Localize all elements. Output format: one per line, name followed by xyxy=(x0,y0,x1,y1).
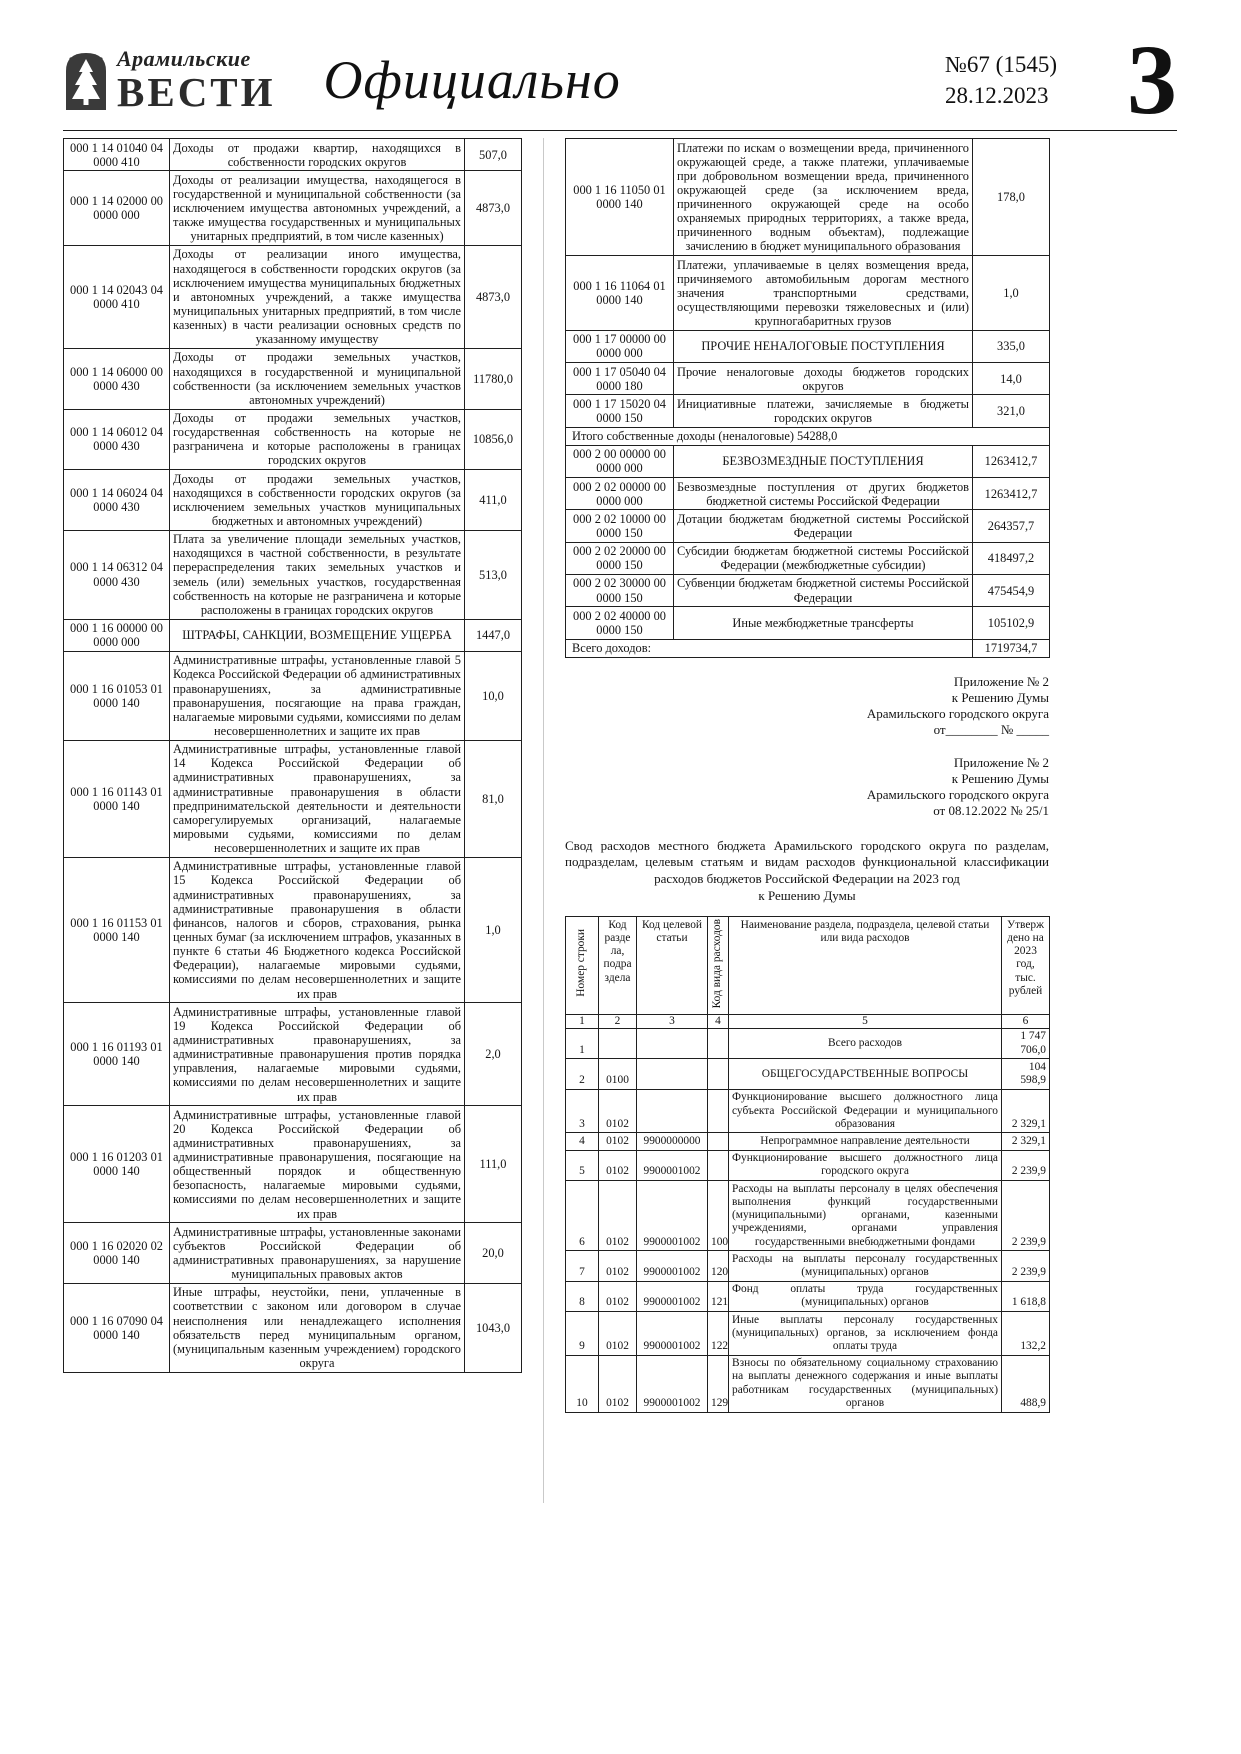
revenue-table-left-body xyxy=(64,139,522,1373)
revenue-row xyxy=(566,607,1050,639)
amount-cell: 10,0 xyxy=(465,651,522,740)
appendix-line: Приложение № 2 xyxy=(953,754,1049,770)
description-cell: Административные штрафы, установленные главой 15 Кодекса Российской Федерации об административных правонарушениях, за административные правонарушения в области финансов, налогов и сборов, страхования, рынка ценных бумаг (за исключением штрафов, указанных в пункте 6 статьи 46 Бюджетного кодекса Российской Федерации), налагаемые мировыми судьями, комиссиями по делам несовершеннолетних и защите их прав xyxy=(170,857,465,1002)
brand-name-bottom: ВЕСТИ xyxy=(117,68,276,115)
header-row-number: Номер строки xyxy=(566,917,599,1015)
revenue-row xyxy=(64,530,522,619)
name-cell: Всего расходов xyxy=(729,1028,1002,1058)
section-title: Официально xyxy=(323,50,621,110)
header-rule xyxy=(63,130,1177,131)
target-article-cell xyxy=(637,1028,708,1058)
header-section-code: Код раздела, подраздела xyxy=(599,917,637,1015)
expense-type-cell xyxy=(708,1150,729,1180)
expenditure-row xyxy=(566,1028,1050,1058)
row-number-cell: 8 xyxy=(566,1281,599,1311)
name-cell: Иные выплаты персоналу государственных (муниципальных) органов, за исключением фонда оплаты труда xyxy=(729,1312,1002,1356)
budget-code-cell: 000 1 14 06312 04 0000 430 xyxy=(64,530,170,619)
approved-cell: 132,2 xyxy=(1002,1312,1050,1356)
description-cell: Инициативные платежи, зачисляемые в бюджеты городских округов xyxy=(674,395,973,427)
column-number: 4 xyxy=(708,1014,729,1028)
revenue-row xyxy=(566,510,1050,542)
target-article-cell: 9900001002 xyxy=(637,1355,708,1412)
description-cell: Плата за увеличение площади земельных участков, находящихся в частной собственности, в результате перераспределения таких земельных участков и земель (или) земельных участков, государственная собственность на которые не разграничена и которые расположены в границах городских округов xyxy=(170,530,465,619)
column-number: 6 xyxy=(1002,1014,1050,1028)
description-cell: Дотации бюджетам бюджетной системы Российской Федерации xyxy=(674,510,973,542)
amount-cell: 178,0 xyxy=(973,139,1050,256)
row-number-cell: 2 xyxy=(566,1059,599,1089)
appendix-line: к Решению Думы xyxy=(951,689,1049,705)
amount-cell: 418497,2 xyxy=(973,542,1050,574)
amount-cell: 20,0 xyxy=(465,1223,522,1284)
budget-code-cell: 000 1 16 00000 00 0000 000 xyxy=(64,619,170,651)
total-label-cell: Всего доходов: xyxy=(566,639,973,657)
budget-code-cell: 000 1 16 07090 04 0000 140 xyxy=(64,1283,170,1372)
column-number: 3 xyxy=(637,1014,708,1028)
column-number: 1 xyxy=(566,1014,599,1028)
revenue-table-left xyxy=(63,138,522,1373)
target-article-cell: 9900001002 xyxy=(637,1281,708,1311)
description-cell: Административные штрафы, установленные законами субъектов Российской Федерации об административных правонарушениях, за нарушение муниципальных правовых актов xyxy=(170,1223,465,1284)
amount-cell: 10856,0 xyxy=(465,409,522,470)
amount-cell: 1043,0 xyxy=(465,1283,522,1372)
expenditure-row xyxy=(566,1089,1050,1133)
amount-cell: 4873,0 xyxy=(465,245,522,348)
header-approved: Утверждено на 2023 год, тыс. рублей xyxy=(1002,917,1050,1015)
appendix-block-2 xyxy=(565,755,1049,820)
section-code-cell: 0102 xyxy=(599,1355,637,1412)
appendix-line: Арамильского городского округа xyxy=(866,706,1049,722)
amount-cell: 335,0 xyxy=(973,330,1050,362)
expenditure-table-head xyxy=(566,917,1050,1029)
amount-cell: 2,0 xyxy=(465,1003,522,1106)
description-cell: Административные штрафы, установленные главой 20 Кодекса Российской Федерации об административных правонарушениях, за административные правонарушения, посягающие на общественный порядок и общественную безопасность, налагаемые мировыми судьями, комиссиями по делам несовершеннолетних и защите их прав xyxy=(170,1106,465,1223)
amount-cell: 14,0 xyxy=(973,363,1050,395)
target-article-cell xyxy=(637,1089,708,1133)
budget-code-cell: 000 1 16 01053 01 0000 140 xyxy=(64,651,170,740)
expenditure-row xyxy=(566,1133,1050,1150)
revenue-row xyxy=(566,139,1050,256)
appendix-line: Приложение № 2 xyxy=(953,673,1049,689)
amount-cell: 264357,7 xyxy=(973,510,1050,542)
budget-code-cell: 000 1 16 01153 01 0000 140 xyxy=(64,857,170,1002)
revenue-row xyxy=(64,651,522,740)
amount-cell: 475454,9 xyxy=(973,574,1050,606)
row-number-cell: 7 xyxy=(566,1251,599,1281)
header-expense-type: Код вида расходов xyxy=(708,917,729,1015)
revenue-table-right xyxy=(565,138,1050,658)
description-cell: БЕЗВОЗМЕЗДНЫЕ ПОСТУПЛЕНИЯ xyxy=(674,445,973,477)
expenditure-row xyxy=(566,1181,1050,1251)
description-cell: Доходы от продажи земельных участков, находящихся в собственности городских округов (за исключением земельных участков муниципальных бюджетных и автономных учреждений) xyxy=(170,470,465,531)
appendix-line: от________ № _____ xyxy=(933,722,1049,738)
amount-cell: 105102,9 xyxy=(973,607,1050,639)
revenue-row xyxy=(64,139,522,171)
budget-code-cell: 000 2 02 30000 00 0000 150 xyxy=(566,574,674,606)
budget-code-cell: 000 1 17 00000 00 0000 000 xyxy=(566,330,674,362)
appendix-block-1 xyxy=(565,674,1049,739)
header-name: Наименование раздела, подраздела, целевой статьи или вида расходов xyxy=(729,917,1002,1015)
description-cell: Административные штрафы, установленные главой 19 Кодекса Российской Федерации об административных правонарушениях, за административные правонарушения против порядка управления, налагаемые мировыми судьями, комиссиями по делам несовершеннолетних и защите их прав xyxy=(170,1003,465,1106)
budget-code-cell: 000 1 14 06012 04 0000 430 xyxy=(64,409,170,470)
expenditure-colnum-row xyxy=(566,1014,1050,1028)
expenditure-table-body xyxy=(566,1028,1050,1412)
budget-code-cell: 000 1 16 11050 01 0000 140 xyxy=(566,139,674,256)
target-article-cell xyxy=(637,1059,708,1089)
expenditure-row xyxy=(566,1355,1050,1412)
expenditure-row xyxy=(566,1281,1050,1311)
name-cell: Расходы на выплаты персоналу государственных (муниципальных) органов xyxy=(729,1251,1002,1281)
amount-cell: 411,0 xyxy=(465,470,522,531)
page-number: 3 xyxy=(1127,24,1177,135)
budget-code-cell: 000 2 02 20000 00 0000 150 xyxy=(566,542,674,574)
budget-code-cell: 000 1 14 06000 00 0000 430 xyxy=(64,348,170,409)
expenditure-intro-line2: к Решению Думы xyxy=(758,887,856,903)
expense-type-cell xyxy=(708,1133,729,1150)
subtotal-cell: Итого собственные доходы (неналоговые) 54288,0 xyxy=(566,427,1050,445)
fir-tree-icon xyxy=(63,49,109,111)
revenue-row xyxy=(566,363,1050,395)
section-code-cell: 0102 xyxy=(599,1281,637,1311)
amount-cell: 1263412,7 xyxy=(973,478,1050,510)
approved-cell: 2 239,9 xyxy=(1002,1150,1050,1180)
name-cell: Непрограммное направление деятельности xyxy=(729,1133,1002,1150)
approved-cell: 1 747 706,0 xyxy=(1002,1028,1050,1058)
brand-name-top: Арамильские xyxy=(117,45,251,71)
budget-code-cell: 000 1 16 11064 01 0000 140 xyxy=(566,256,674,331)
appendix-line: Арамильского городского округа xyxy=(866,787,1049,803)
row-number-cell: 1 xyxy=(566,1028,599,1058)
approved-cell: 2 239,9 xyxy=(1002,1251,1050,1281)
description-cell: Иные штрафы, неустойки, пени, уплаченные в соответствии с законом или договором в случае неисполнения или ненадлежащего исполнения обязательств перед муниципальным органом, (муниципальным казенным учреждением) городского округа xyxy=(170,1283,465,1372)
amount-cell: 321,0 xyxy=(973,395,1050,427)
section-code-cell: 0100 xyxy=(599,1059,637,1089)
budget-code-cell: 000 1 17 05040 04 0000 180 xyxy=(566,363,674,395)
section-code-cell: 0102 xyxy=(599,1150,637,1180)
section-code-cell: 0102 xyxy=(599,1089,637,1133)
row-number-cell: 3 xyxy=(566,1089,599,1133)
name-cell: Взносы по обязательному социальному страхованию на выплаты денежного содержания и иные выплаты работникам государственных (муниципальных) органов xyxy=(729,1355,1002,1412)
budget-code-cell: 000 1 16 02020 02 0000 140 xyxy=(64,1223,170,1284)
revenue-row xyxy=(566,256,1050,331)
row-number-cell: 10 xyxy=(566,1355,599,1412)
column-number: 5 xyxy=(729,1014,1002,1028)
amount-cell: 111,0 xyxy=(465,1106,522,1223)
target-article-cell: 9900000000 xyxy=(637,1133,708,1150)
amount-cell: 1447,0 xyxy=(465,619,522,651)
expenditure-row xyxy=(566,1150,1050,1180)
expense-type-cell: 120 xyxy=(708,1251,729,1281)
description-cell: Платежи, уплачиваемые в целях возмещения вреда, причиняемого автомобильным дорогам местного значения транспортными средствами, осуществляющими перевозки тяжеловесных и (или) крупногабаритных грузов xyxy=(674,256,973,331)
amount-cell: 1263412,7 xyxy=(973,445,1050,477)
expenditure-intro: Свод расходов местного бюджета Арамильского городского округа по разделам, подразделам, целевым статьям и видам расходов функциональной классификации расходов бюджетов Российской Федерации на 2023 год xyxy=(565,837,1049,886)
amount-cell: 11780,0 xyxy=(465,348,522,409)
revenue-row xyxy=(64,857,522,1002)
budget-code-cell: 000 1 16 01203 01 0000 140 xyxy=(64,1106,170,1223)
issue-date: 28.12.2023 xyxy=(944,83,1049,108)
budget-code-cell: 000 2 02 10000 00 0000 150 xyxy=(566,510,674,542)
revenue-row xyxy=(64,1003,522,1106)
expense-type-cell: 100 xyxy=(708,1181,729,1251)
approved-cell: 2 239,9 xyxy=(1002,1181,1050,1251)
row-number-cell: 4 xyxy=(566,1133,599,1150)
name-cell: Функционирование высшего должностного лица городского округа xyxy=(729,1150,1002,1180)
budget-code-cell: 000 1 14 06024 04 0000 430 xyxy=(64,470,170,531)
column-divider xyxy=(543,138,544,1503)
section-code-cell: 0102 xyxy=(599,1181,637,1251)
brand-text xyxy=(117,45,276,115)
revenue-row xyxy=(64,409,522,470)
budget-code-cell: 000 2 02 40000 00 0000 150 xyxy=(566,607,674,639)
budget-code-cell: 000 2 00 00000 00 0000 000 xyxy=(566,445,674,477)
page-header xyxy=(63,24,1177,135)
revenue-row xyxy=(566,330,1050,362)
revenue-row xyxy=(64,740,522,857)
section-code-cell xyxy=(599,1028,637,1058)
revenue-row xyxy=(64,619,522,651)
total-value-cell: 1719734,7 xyxy=(973,639,1050,657)
description-cell: ШТРАФЫ, САНКЦИИ, ВОЗМЕЩЕНИЕ УЩЕРБА xyxy=(170,619,465,651)
amount-cell: 1,0 xyxy=(973,256,1050,331)
description-cell: ПРОЧИЕ НЕНАЛОГОВЫЕ ПОСТУПЛЕНИЯ xyxy=(674,330,973,362)
expense-type-cell: 129 xyxy=(708,1355,729,1412)
row-number-cell: 6 xyxy=(566,1181,599,1251)
budget-code-cell: 000 2 02 00000 00 0000 000 xyxy=(566,478,674,510)
revenue-row xyxy=(64,1106,522,1223)
expenditure-table xyxy=(565,916,1050,1413)
revenue-row xyxy=(566,395,1050,427)
approved-cell: 2 329,1 xyxy=(1002,1089,1050,1133)
revenue-row xyxy=(566,445,1050,477)
approved-cell: 488,9 xyxy=(1002,1355,1050,1412)
approved-cell: 1 618,8 xyxy=(1002,1281,1050,1311)
appendix-line: к Решению Думы xyxy=(951,770,1049,786)
description-cell: Платежи по искам о возмещении вреда, причиненного окружающей среде, а также платежи, уплачиваемые при добровольном возмещении вреда, причиненного окружающей среде (за исключением вреда, причиненного окружающей среде на особо охраняемых природных территориях, а также вреда, причиненного водным объектам), подлежащие зачислению в бюджет муниципального образования xyxy=(674,139,973,256)
revenue-row xyxy=(566,478,1050,510)
amount-cell: 81,0 xyxy=(465,740,522,857)
approved-cell: 104 598,9 xyxy=(1002,1059,1050,1089)
amount-cell: 1,0 xyxy=(465,857,522,1002)
target-article-cell: 9900001002 xyxy=(637,1150,708,1180)
revenue-row xyxy=(64,470,522,531)
expenditure-row xyxy=(566,1251,1050,1281)
revenue-row xyxy=(64,245,522,348)
description-cell: Безвозмездные поступления от других бюджетов бюджетной системы Российской Федерации xyxy=(674,478,973,510)
newspaper-logo xyxy=(63,45,276,115)
description-cell: Доходы от продажи земельных участков, находящихся в государственной и муниципальной собственности (за исключением земельных участков автономных учреждений) xyxy=(170,348,465,409)
description-cell: Доходы от продажи земельных участков, государственная собственность на которые не разграничена и которые расположены в границах городских округов xyxy=(170,409,465,470)
expense-type-cell: 122 xyxy=(708,1312,729,1356)
target-article-cell: 9900001002 xyxy=(637,1312,708,1356)
revenue-row xyxy=(566,574,1050,606)
description-cell: Прочие неналоговые доходы бюджетов городских округов xyxy=(674,363,973,395)
appendix-line: от 08.12.2022 № 25/1 xyxy=(933,803,1049,819)
description-cell: Доходы от реализации имущества, находящегося в государственной и муниципальной собственности (за исключением имущества автономных учреждений, а также имущества государственных и муниципальных унитарных предприятий, в том числе казенных) xyxy=(170,171,465,246)
budget-code-cell: 000 1 14 02043 04 0000 410 xyxy=(64,245,170,348)
section-code-cell: 0102 xyxy=(599,1133,637,1150)
revenue-row xyxy=(64,171,522,246)
revenue-row xyxy=(64,1223,522,1284)
name-cell: ОБЩЕГОСУДАРСТВЕННЫЕ ВОПРОСЫ xyxy=(729,1059,1002,1089)
revenue-row xyxy=(566,427,1050,445)
expenditure-header-row xyxy=(566,917,1050,1015)
section-code-cell: 0102 xyxy=(599,1312,637,1356)
budget-code-cell: 000 1 14 02000 00 0000 000 xyxy=(64,171,170,246)
row-number-cell: 9 xyxy=(566,1312,599,1356)
revenue-table-right-body xyxy=(566,139,1050,658)
description-cell: Доходы от реализации иного имущества, находящегося в собственности городских округов (за исключением имущества муниципальных бюджетных и автономных учреждений, а также имущества муниципальных унитарных предприятий, в том числе казенных) в части реализации основных средств по указанному имуществу xyxy=(170,245,465,348)
header-target-article: Код целевой статьи xyxy=(637,917,708,1015)
budget-code-cell: 000 1 14 01040 04 0000 410 xyxy=(64,139,170,171)
description-cell: Иные межбюджетные трансферты xyxy=(674,607,973,639)
right-column xyxy=(565,138,1049,1413)
amount-cell: 4873,0 xyxy=(465,171,522,246)
name-cell: Фонд оплаты труда государственных (муниципальных) органов xyxy=(729,1281,1002,1311)
issue-block xyxy=(945,49,1057,111)
name-cell: Функционирование высшего должностного лица субъекта Российской Федерации и муниципального образования xyxy=(729,1089,1002,1133)
expense-type-cell: 121 xyxy=(708,1281,729,1311)
name-cell: Расходы на выплаты персоналу в целях обеспечения выполнения функций государственными (муниципальными) органами, казенными учреждениями, органами управления государственными внебюджетными фондами xyxy=(729,1181,1002,1251)
column-number: 2 xyxy=(599,1014,637,1028)
expense-type-cell xyxy=(708,1059,729,1089)
expenditure-row xyxy=(566,1059,1050,1089)
revenue-row xyxy=(566,639,1050,657)
expense-type-cell xyxy=(708,1028,729,1058)
description-cell: Субвенции бюджетам бюджетной системы Российской Федерации xyxy=(674,574,973,606)
budget-code-cell: 000 1 16 01143 01 0000 140 xyxy=(64,740,170,857)
budget-code-cell: 000 1 17 15020 04 0000 150 xyxy=(566,395,674,427)
budget-code-cell: 000 1 16 01193 01 0000 140 xyxy=(64,1003,170,1106)
expenditure-row xyxy=(566,1312,1050,1356)
amount-cell: 507,0 xyxy=(465,139,522,171)
revenue-row xyxy=(64,1283,522,1372)
left-column xyxy=(63,138,521,1373)
approved-cell: 2 329,1 xyxy=(1002,1133,1050,1150)
description-cell: Административные штрафы, установленные главой 5 Кодекса Российской Федерации об административных правонарушениях, за административные правонарушения, посягающие на права граждан, налагаемые мировыми судьями, комиссиями по делам несовершеннолетних и защите их прав xyxy=(170,651,465,740)
expense-type-cell xyxy=(708,1089,729,1133)
issue-number: №67 (1545) xyxy=(944,51,1057,77)
amount-cell: 513,0 xyxy=(465,530,522,619)
target-article-cell: 9900001002 xyxy=(637,1181,708,1251)
row-number-cell: 5 xyxy=(566,1150,599,1180)
description-cell: Доходы от продажи квартир, находящихся в собственности городских округов xyxy=(170,139,465,171)
description-cell: Субсидии бюджетам бюджетной системы Российской Федерации (межбюджетные субсидии) xyxy=(674,542,973,574)
revenue-row xyxy=(566,542,1050,574)
section-code-cell: 0102 xyxy=(599,1251,637,1281)
description-cell: Административные штрафы, установленные главой 14 Кодекса Российской Федерации об административных правонарушениях, за административные правонарушения в области предпринимательской деятельности и деятельности саморегулируемых организаций, налагаемые мировыми судьями, комиссиями по делам несовершеннолетних и защите их прав xyxy=(170,740,465,857)
revenue-row xyxy=(64,348,522,409)
target-article-cell: 9900001002 xyxy=(637,1251,708,1281)
